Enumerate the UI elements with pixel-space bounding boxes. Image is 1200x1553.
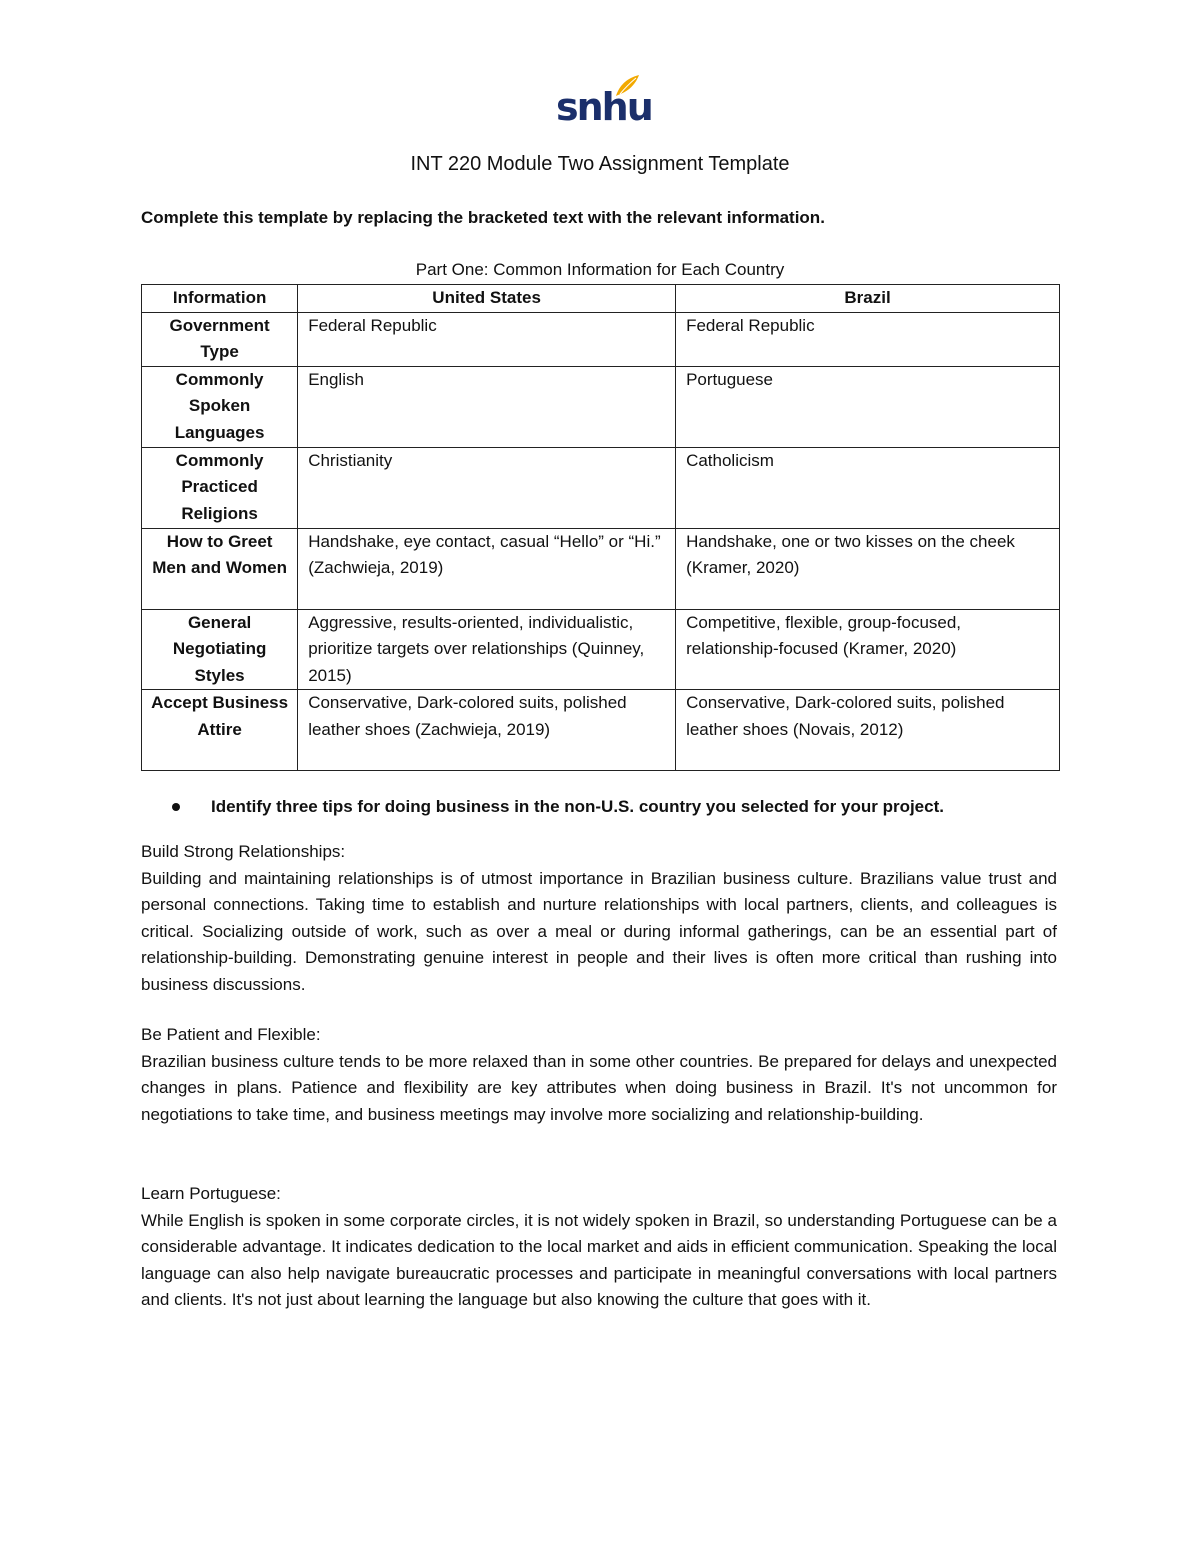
us-cell: English [298,366,676,447]
tip-body: Brazilian business culture tends to be more relaxed than in some other countries. Be prepared for delays and unexpected changes in plans. Patience and flexibility are key attributes when doing business in Brazil. It's not uncommon for negotiations to take time, and business meetings may involve more socializing and relationship-building. [141,1051,1057,1124]
us-cell: Federal Republic [298,312,676,366]
table-row [142,609,1060,690]
tip-heading: Build Strong Relationships: [141,842,346,861]
header-united-states: United States [298,285,676,313]
table-row [142,447,1060,528]
brazil-cell: Federal Republic [676,312,1060,366]
country-info-table [141,284,1060,771]
bullet-icon [172,803,180,811]
tip-body: While English is spoken in some corporate circles, it is not widely spoken in Brazil, so understanding Portuguese can be a considerable advantage. It indicates dedication to the local market and aids in efficient communication. Speaking the local language can also help navigate bureaucratic processes and participate in meaningful conversations with local partners and clients. It's not just about learning the language but also knowing the culture that goes with it. [141,1210,1057,1309]
row-label: Accept Business Attire [142,690,298,771]
table-row [142,690,1060,771]
row-label: Commonly Spoken Languages [142,366,298,447]
us-cell: Conservative, Dark-colored suits, polished leather shoes (Zachwieja, 2019) [298,690,676,771]
row-label: How to Greet Men and Women [142,528,298,609]
instructions-text: Complete this template by replacing the bracketed text with the relevant information. [141,208,825,227]
brazil-cell: Conservative, Dark-colored suits, polished leather shoes (Novais, 2012) [676,690,1060,771]
document-title: INT 220 Module Two Assignment Template [410,153,790,175]
row-label: Government Type [142,312,298,366]
brazil-cell: Competitive, flexible, group-focused, relationship-focused (Kramer, 2020) [676,609,1060,690]
snhu-logo [556,74,652,134]
table-row [142,366,1060,447]
row-label: Commonly Practiced Religions [142,447,298,528]
tip-section [141,839,1057,998]
table-row [142,528,1060,609]
brazil-cell: Portuguese [676,366,1060,447]
tip-section [141,1181,1057,1314]
table-row [142,312,1060,366]
leaf-icon [614,74,640,98]
brazil-cell: Handshake, one or two kisses on the cheek (Kramer, 2020) [676,528,1060,609]
us-cell: Handshake, eye contact, casual “Hello” or “Hi.” (Zachwieja, 2019) [298,528,676,609]
tip-section [141,1022,1057,1128]
table-header-row [142,285,1060,313]
tip-body: Building and maintaining relationships is of utmost importance in Brazilian business culture. Brazilians value trust and personal connections. Taking time to establish and nurture relationships with local partners, clients, and colleagues is critical. Socializing outside of work, such as over a meal or during informal gatherings, can be an essential part of relationship-building. Demonstrating genuine interest in people and their lives is often more critical than rushing into business discussions. [141,868,1057,994]
header-information: Information [142,285,298,313]
part-one-title: Part One: Common Information for Each Country [415,260,785,279]
header-brazil: Brazil [676,285,1060,313]
us-cell: Aggressive, results-oriented, individualistic, prioritize targets over relationships (Quinney, 2015) [298,609,676,690]
bullet-prompt: Identify three tips for doing business in the non-U.S. country you selected for your project. [211,797,944,816]
tip-heading: Learn Portuguese: [141,1184,281,1203]
brazil-cell: Catholicism [676,447,1060,528]
us-cell: Christianity [298,447,676,528]
logo-wordmark: snhu [556,85,652,129]
row-label: General Negotiating Styles [142,609,298,690]
tip-heading: Be Patient and Flexible: [141,1025,321,1044]
